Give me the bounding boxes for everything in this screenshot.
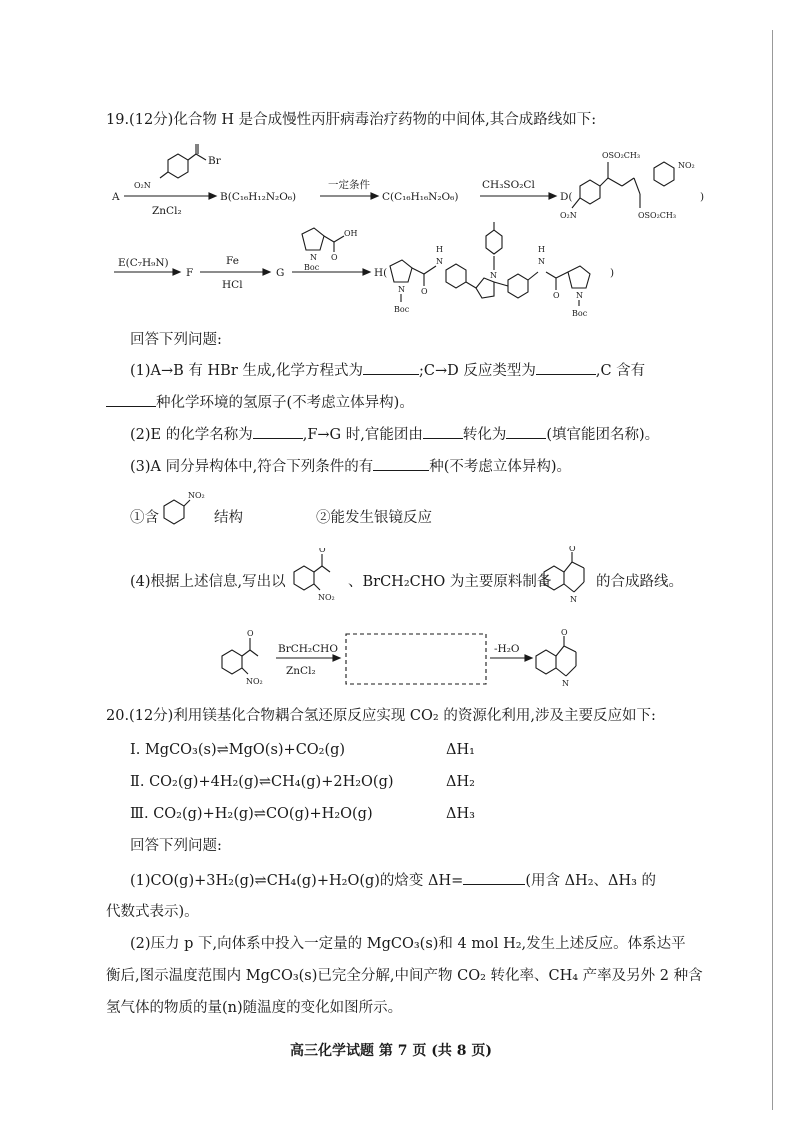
svg-text:O: O (319, 548, 326, 554)
q20-part2-line3: 氢气体的物质的量(n)随温度的变化如图所示。 (106, 1000, 403, 1016)
route-reagent: BrCH₂CHO (278, 643, 338, 655)
q20-part1-line1: (1)CO(g)+3H₂(g)⇌CH₄(g)+H₂O(g)的焓变 ΔH= (用含 ΔH₂、ΔH₃ 的 (130, 870, 656, 891)
q20-part1-line2: 代数式表示)。 (106, 904, 199, 920)
svg-text:OSO₂CH₃: OSO₂CH₃ (602, 151, 641, 160)
q19-scheme-row2 (110, 222, 720, 322)
q19-condition-1-suffix: 结构 (214, 510, 243, 526)
arrowhead (209, 193, 216, 199)
q19-part2: (2)E 的化学名称为 ,F→G 时,官能团由 转化为 (填官能团名称)。 (130, 424, 659, 445)
svg-text:O: O (561, 628, 568, 637)
start-material-icon (288, 548, 348, 606)
q19-part4-c: 的合成路线。 (596, 574, 683, 590)
q19-part1-line1: (1)A→B 有 HBr 生成,化学方程式为 ;C→D 反应类型为 ,C 含有 (130, 360, 645, 381)
svg-text:Br: Br (208, 155, 221, 167)
answer-blank-6[interactable] (506, 424, 546, 439)
q20-reaction-3: Ⅲ. CO₂(g)+H₂(g)⇌CO(g)+H₂O(g) (130, 806, 373, 822)
answer-blank-5[interactable] (423, 424, 463, 439)
reagent-fe: Fe (226, 255, 239, 267)
reagent-hcl: HCl (222, 279, 243, 291)
structure-H (390, 222, 590, 318)
q19-scheme-row1 (110, 138, 710, 230)
svg-text:O₂N: O₂N (134, 181, 151, 190)
q19-part3: (3)A 同分异构体中,符合下列条件的有 种(不考虑立体异构)。 (130, 456, 571, 477)
page-footer: 高三化学试题 第 7 页 (共 8 页) (290, 1043, 492, 1059)
q20-reaction-1: Ⅰ. MgCO₃(s)⇌MgO(s)+CO₂(g) (130, 742, 346, 758)
answer-blank-8[interactable] (463, 870, 525, 885)
q19-header: 19.(12分)化合物 H 是合成慢性丙肝病毒治疗药物的中间体,其合成路线如下: (106, 112, 597, 128)
structure-D (560, 151, 695, 220)
reagent-nitrophenacyl-bromide (134, 144, 222, 190)
label-A: A (112, 191, 120, 203)
route-dehydration: -H₂O (494, 643, 520, 655)
reagent-boc-proline (302, 228, 358, 272)
close-paren-D: ) (700, 191, 705, 203)
svg-text:N: N (570, 595, 577, 604)
target-benzazepinone-icon (540, 546, 596, 604)
svg-text:N: N (538, 257, 545, 266)
q20-reaction-2: Ⅱ. CO₂(g)+4H₂(g)⇌CH₄(g)+2H₂O(g) (130, 774, 394, 790)
reagent-mscl: CH₃SO₂Cl (482, 179, 535, 191)
label-F: F (186, 267, 194, 279)
page-edge-rule (772, 30, 773, 1110)
q19-part4-b: 、BrCH₂CHO 为主要原料制备 (348, 574, 552, 590)
answer-blank-4[interactable] (253, 424, 303, 439)
svg-text:Boc: Boc (394, 305, 410, 314)
svg-text:O: O (421, 287, 428, 296)
q19-part4-a: (4)根据上述信息,写出以 (130, 574, 286, 590)
answer-box[interactable] (346, 634, 486, 684)
q19-condition-1: ①含 (130, 510, 159, 526)
reagent-zncl2: ZnCl₂ (152, 205, 182, 217)
q20-reaction-1-dh: ΔH₁ (446, 742, 475, 758)
q20-part2-line1: (2)压力 p 下,向体系中投入一定量的 MgCO₃(s)和 4 mol H₂,发生上述反应。体系达平 (130, 936, 686, 952)
route-zncl2: ZnCl₂ (286, 665, 316, 677)
svg-text:NO₂: NO₂ (678, 161, 695, 170)
q20-reaction-2-dh: ΔH₂ (446, 774, 475, 790)
label-D: D( (560, 191, 573, 203)
svg-text:NO₂: NO₂ (246, 677, 263, 686)
svg-text:O₂N: O₂N (560, 211, 577, 220)
svg-text:N: N (436, 257, 443, 266)
svg-text:NO₂: NO₂ (318, 593, 335, 602)
svg-text:O: O (331, 253, 338, 262)
q20-header: 20.(12分)利用镁基化合物耦合氢还原反应实现 CO₂ 的资源化利用,涉及主要反应如下: (106, 708, 656, 724)
svg-text:H: H (538, 245, 545, 254)
q19-part1-line2: 种化学环境的氢原子(不考虑立体异构)。 (106, 392, 414, 413)
svg-text:Boc: Boc (304, 263, 320, 272)
svg-text:N: N (562, 679, 569, 688)
label-H: H( (374, 267, 388, 279)
q19-condition-2: ②能发生银镜反应 (316, 510, 432, 526)
answer-blank-1[interactable] (363, 360, 419, 375)
q20-reaction-3-dh: ΔH₃ (446, 806, 475, 822)
svg-text:OH: OH (344, 229, 358, 238)
svg-text:N: N (490, 271, 497, 280)
svg-text:N: N (576, 291, 583, 300)
svg-text:O: O (569, 546, 576, 553)
label-G: G (276, 267, 285, 279)
svg-text:H: H (436, 245, 443, 254)
svg-text:O: O (247, 629, 254, 638)
condition-label: 一定条件 (328, 179, 370, 191)
label-B: B(C₁₆H₁₂N₂O₆) (220, 191, 297, 203)
reagent-E: E(C₇H₉N) (118, 257, 169, 269)
svg-text:NO₂: NO₂ (188, 491, 205, 500)
svg-text:Boc: Boc (572, 309, 588, 318)
q19-prompt: 回答下列问题: (130, 332, 222, 348)
answer-blank-7[interactable] (373, 456, 429, 471)
svg-text:OSO₂CH₃: OSO₂CH₃ (638, 211, 677, 220)
q19-route-diagram (214, 628, 594, 694)
svg-text:N: N (310, 253, 317, 262)
label-C: C(C₁₆H₁₆N₂O₆) (382, 191, 459, 203)
answer-blank-2[interactable] (536, 360, 596, 375)
q20-prompt: 回答下列问题: (130, 838, 222, 854)
svg-text:O: O (553, 291, 560, 300)
nitrobenzene-fragment (160, 486, 214, 530)
q20-part2-line2: 衡后,图示温度范围内 MgCO₃(s)已完全分解,中间产物 CO₂ 转化率、CH₄ 产率及另外 2 种含 (106, 968, 703, 984)
answer-blank-3[interactable] (106, 392, 156, 407)
close-paren-H: ) (610, 267, 615, 279)
svg-text:N: N (398, 285, 405, 294)
